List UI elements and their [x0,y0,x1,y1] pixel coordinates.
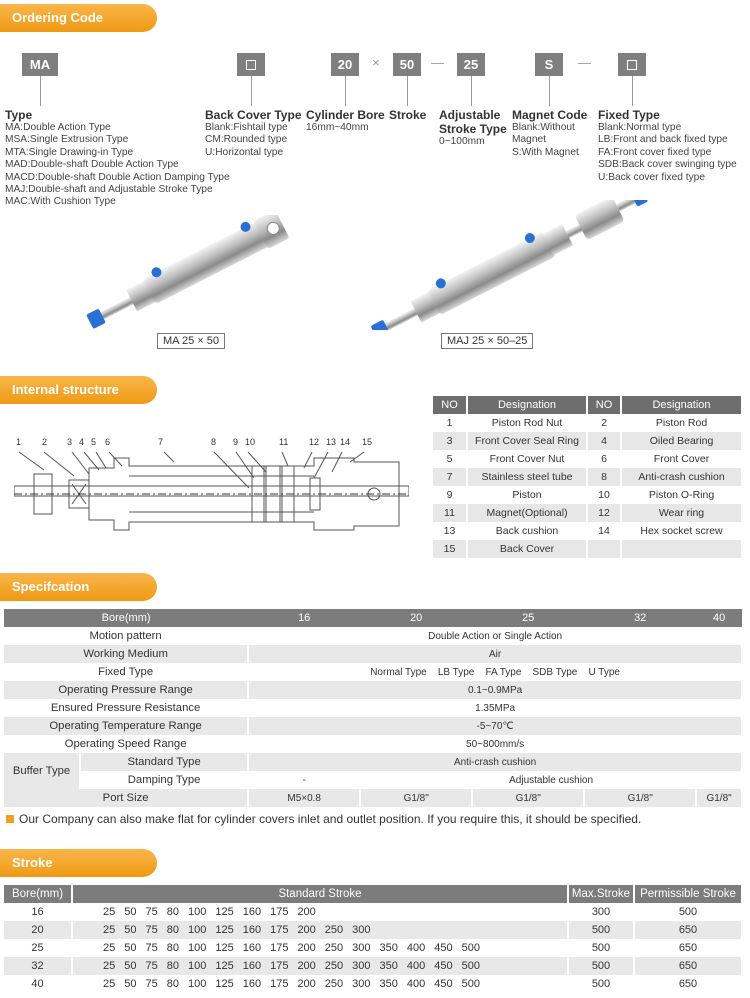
table-cell: 5 [433,450,467,468]
magnet-title: Magnet Code [512,108,588,122]
adjustable-column [439,108,511,148]
spec-label: Operating Pressure Range [4,681,248,699]
back-cover-item: Blank:Fishtail type [205,122,288,133]
stroke-value: 160 [242,978,262,990]
spec-value: G1/8" [472,789,584,807]
stroke-value: 500 [461,942,480,954]
table-cell [621,540,742,558]
stroke-max-cell: 500 [568,939,634,957]
stroke-value: 350 [379,942,398,954]
type-item: MSA:Single Extrusion Type [5,134,129,146]
table-cell: 10 [587,486,621,504]
table-row [433,432,742,450]
table-cell: 7 [433,468,467,486]
leader-line [251,76,252,106]
stroke-row [4,957,742,975]
spec-value: G1/8" [584,789,696,807]
note-bullet-icon [6,815,14,823]
stroke-value: 100 [188,960,207,972]
table-row [433,450,742,468]
stroke-row [4,921,742,939]
part-number: 3 [67,437,73,447]
spec-value: Anti-crash cushion [248,753,742,771]
table-cell: Stainless steel tube [467,468,587,486]
stroke-value: 160 [242,924,262,936]
stroke-col-header: Standard Stroke [72,885,568,903]
part-number: 8 [211,437,217,447]
fixed-item: U:Back cover fixed type [598,171,706,183]
stroke-value: 200 [297,960,316,972]
stroke-value: 160 [242,942,262,954]
stroke-col-header: Permissible Stroke [634,885,742,903]
back-cover-item: U:Horizontal type [205,146,284,158]
stroke-value: 75 [145,924,158,936]
stroke-value: 175 [270,978,289,990]
stroke-bore-cell: 32 [4,957,72,975]
stroke-value: 250 [324,960,344,972]
spec-label: Operating Speed Range [4,735,248,753]
bore-column [306,108,385,134]
fixed-item: FA:Front cover fixed type [598,146,712,158]
spec-row [4,663,742,681]
custom-note [6,812,641,826]
bore-title: Cylinder Bore [306,108,385,122]
table-cell: Magnet(Optional) [467,504,587,522]
spec-value: Adjustable cushion [360,771,742,789]
stroke-permissible-cell: 650 [634,957,742,975]
leader-line [407,76,408,106]
table-cell: Back cushion [467,522,587,540]
spec-row [4,681,742,699]
section-specification: Specifcation [0,573,157,601]
spec-row [4,645,742,663]
stroke-value: 25 [103,978,116,990]
cylinder-maj-image [350,200,670,330]
part-number: 5 [91,437,97,447]
table-cell: Piston Rod Nut [467,414,587,432]
part-number: 9 [233,437,239,447]
table-header-row [433,396,742,414]
stroke-max-cell: 300 [568,903,634,921]
leader-line [345,76,346,106]
type-title: Type [5,108,33,122]
part-number: 13 [326,437,337,447]
table-cell: 14 [587,522,621,540]
table-cell: 2 [587,414,621,432]
type-item: MAD:Double-shaft Double Action Type [5,159,179,171]
spec-value: - [248,771,360,789]
table-cell: Anti-crash cushion [621,468,742,486]
table-cell: Piston Rod [621,414,742,432]
fixed-column [598,108,737,184]
spec-label: Ensured Pressure Resistance [4,699,248,717]
table-cell: Front Cover Nut [467,450,587,468]
spec-value: 50~800mm/s [248,735,742,753]
stroke-value: 125 [215,960,234,972]
code-adjustable-box: 25 [457,53,485,76]
back-cover-item: CM:Rounded type [205,134,288,146]
stroke-value: 50 [124,960,137,972]
separator-dash-1: — [431,55,444,70]
part-number: 10 [245,437,256,447]
code-type-box: MA [22,53,58,76]
stroke-max-cell: 500 [568,975,634,993]
type-item: MACD:Double-shaft Double Action Damping Type [5,171,230,183]
code-stroke-box: 50 [393,53,421,76]
stroke-row [4,903,742,921]
spec-value: Normal Type LB Type FA Type SDB Type U Type [248,663,742,681]
type-item: MA:Double Action Type [5,122,111,133]
table-cell: Piston O-Ring [621,486,742,504]
stroke-bore-cell: 20 [4,921,72,939]
back-cover-column [205,108,302,159]
code-fixed-box [618,53,646,76]
table-cell: Front Cover Seal Ring [467,432,587,450]
spec-header-cell: 32 [584,609,696,627]
table-cell: 3 [433,432,467,450]
part-number: 6 [105,437,111,447]
fixed-item: LB:Front and back fixed type [598,134,728,146]
spec-header-cell: 20 [360,609,472,627]
stroke-value: 200 [297,978,316,990]
stroke-col-header: Max.Stroke [568,885,634,903]
type-column [5,108,230,209]
col-header-designation: Designation [467,396,587,414]
stroke-value: 50 [124,924,137,936]
spec-row [4,627,742,645]
spec-header-cell: 25 [472,609,584,627]
stroke-value: 300 [352,924,371,936]
spec-header-cell: 16 [248,609,360,627]
type-item: MTA:Single Drawing-in Type [5,146,134,158]
table-cell: Piston [467,486,587,504]
note-text: Our Company can also make flat for cylinder covers inlet and outlet position. If you require this, it should be specified. [19,812,642,826]
stroke-value: 100 [188,924,207,936]
table-cell: Wear ring [621,504,742,522]
leader-line [40,76,41,106]
stroke-value: 175 [270,924,289,936]
stroke-value: 25 [103,942,116,954]
table-cell [587,540,621,558]
stroke-permissible-cell: 500 [634,903,742,921]
stroke-value: 50 [124,978,137,990]
stroke-max-cell: 500 [568,957,634,975]
table-row [433,414,742,432]
spec-row [4,753,742,771]
spec-value: -5~70℃ [248,717,742,735]
table-cell: 6 [587,450,621,468]
table-row [433,468,742,486]
spec-label: Port Size [4,789,248,807]
spec-row [4,717,742,735]
stroke-value: 25 [103,924,116,936]
part-number: 2 [42,437,48,447]
table-cell: Back Cover [467,540,587,558]
spec-row [4,735,742,753]
stroke-value: 250 [324,942,344,954]
spec-label: Operating Temperature Range [4,717,248,735]
leader-line [632,76,633,106]
stroke-values-cell [72,957,568,975]
spec-row [4,771,742,789]
spec-label: Standard Type [80,753,248,771]
stroke-value: 250 [324,978,344,990]
stroke-values-cell [72,921,568,939]
bore-item: 16mm~40mm [306,122,369,133]
caption-ma: MA 25 × 50 [157,333,225,349]
spec-value: G1/8" [360,789,472,807]
stroke-value: 250 [324,924,344,936]
stroke-value: 80 [166,906,179,918]
col-header-no: NO [587,396,621,414]
internal-structure-diagram [14,448,409,548]
part-number: 15 [362,437,373,447]
stroke-permissible-cell: 650 [634,975,742,993]
stroke-value: 175 [270,942,289,954]
stroke-value: 75 [145,906,158,918]
table-cell: 1 [433,414,467,432]
part-number: 12 [309,437,320,447]
table-cell: Front Cover [621,450,742,468]
spec-label: Motion pattern [4,627,248,645]
spec-header-bore: Bore(mm) [4,609,248,627]
stroke-value: 80 [166,960,179,972]
magnet-item: S:With Magnet [512,146,579,158]
spec-value: M5×0.8 [248,789,360,807]
table-row [433,522,742,540]
table-cell: 12 [587,504,621,522]
back-cover-title: Back Cover Type [205,108,302,122]
separator-times: × [372,55,380,70]
stroke-table [4,885,743,993]
stroke-value: 160 [242,960,262,972]
stroke-bore-cell: 40 [4,975,72,993]
code-bore-box: 20 [331,53,359,76]
stroke-value: 300 [352,942,371,954]
stroke-value: 400 [406,960,426,972]
spec-value: Air [248,645,742,663]
stroke-value: 175 [270,960,289,972]
table-cell: 13 [433,522,467,540]
stroke-value: 350 [379,978,398,990]
stroke-value: 200 [297,942,316,954]
stroke-max-cell: 500 [568,921,634,939]
stroke-bore-cell: 25 [4,939,72,957]
stroke-value: 25 [103,906,116,918]
stroke-value: 125 [215,942,234,954]
stroke-values-cell [72,939,568,957]
table-cell: 11 [433,504,467,522]
stroke-column [389,108,426,122]
stroke-header-row [4,885,742,903]
table-cell: Oiled Bearing [621,432,742,450]
stroke-value: 400 [406,978,426,990]
part-number: 11 [279,437,289,447]
stroke-value: 80 [166,924,179,936]
stroke-value: 450 [434,978,453,990]
code-magnet-box: S [535,53,563,76]
stroke-value: 75 [145,960,158,972]
magnet-item: Blank:Without Magnet [512,122,575,146]
spec-label: Damping Type [80,771,248,789]
stroke-value: 200 [297,906,316,918]
part-number: 1 [16,437,22,447]
table-cell: 8 [587,468,621,486]
table-cell: 4 [587,432,621,450]
stroke-title: Stroke [389,108,427,122]
spec-label: Fixed Type [4,663,248,681]
stroke-value: 350 [379,960,398,972]
table-cell: Hex socket screw [621,522,742,540]
type-item: MAC:With Cushion Type [5,196,116,208]
adjustable-item: 0~100mm [439,136,485,147]
spec-value: 1.35MPa [248,699,742,717]
section-ordering-code: Ordering Code [0,4,157,32]
stroke-values-cell [72,975,568,993]
spec-value: G1/8" [696,789,742,807]
stroke-value: 450 [434,942,453,954]
col-header-designation: Designation [621,396,742,414]
cylinder-ma-image [70,215,310,330]
stroke-value: 300 [352,978,371,990]
stroke-value: 160 [242,906,262,918]
stroke-value: 25 [103,960,116,972]
stroke-value: 80 [166,978,179,990]
stroke-value: 400 [406,942,426,954]
stroke-value: 100 [188,906,207,918]
stroke-value: 500 [461,960,480,972]
table-cell: 9 [433,486,467,504]
stroke-value: 500 [461,978,480,990]
stroke-value: 300 [352,960,371,972]
table-row [433,504,742,522]
stroke-value: 75 [145,978,158,990]
spec-label: Working Medium [4,645,248,663]
stroke-bore-cell: 16 [4,903,72,921]
type-item: MAJ:Double-shaft and Adjustable Stroke Type [5,184,213,196]
fixed-title: Fixed Type [598,108,660,122]
stroke-value: 125 [215,906,234,918]
part-number: 4 [79,437,85,447]
code-back-cover-box [237,53,265,76]
spec-row [4,699,742,717]
fixed-item: SDB:Back cover swinging type [598,159,737,171]
stroke-value: 100 [188,942,207,954]
spec-value: Double Action or Single Action [248,627,742,645]
spec-header-cell: 40 [696,609,742,627]
stroke-value: 80 [166,942,179,954]
section-stroke: Stroke [0,849,157,877]
stroke-col-header: Bore(mm) [4,885,72,903]
stroke-value: 125 [215,978,234,990]
stroke-row [4,975,742,993]
stroke-value: 50 [124,942,137,954]
stroke-permissible-cell: 650 [634,921,742,939]
magnet-column [512,108,596,159]
table-cell: 15 [433,540,467,558]
stroke-value: 175 [270,906,289,918]
spec-label: Buffer Type [4,753,80,789]
stroke-value: 75 [145,942,158,954]
stroke-row [4,939,742,957]
leader-line [549,76,550,106]
adjustable-title: Adjustable Stroke Type [439,108,507,136]
table-row [433,486,742,504]
spec-value: 0.1~0.9MPa [248,681,742,699]
stroke-value: 100 [188,978,207,990]
stroke-value: 450 [434,960,453,972]
spec-row [4,789,742,807]
section-internal-structure: Internal structure [0,376,157,404]
stroke-values-cell [72,903,568,921]
separator-dash-2: — [578,55,591,70]
specification-table [4,609,743,807]
stroke-value: 200 [297,924,316,936]
leader-line [471,76,472,106]
stroke-permissible-cell: 650 [634,939,742,957]
part-number: 14 [340,437,351,447]
spec-header-row [4,609,742,627]
fixed-item: Blank:Normal type [598,122,682,133]
stroke-value: 50 [124,906,137,918]
part-number: 7 [158,437,164,447]
internal-parts-table [433,396,743,558]
col-header-no: NO [433,396,467,414]
stroke-value: 125 [215,924,234,936]
caption-maj: MAJ 25 × 50–25 [441,333,533,349]
table-row [433,540,742,558]
